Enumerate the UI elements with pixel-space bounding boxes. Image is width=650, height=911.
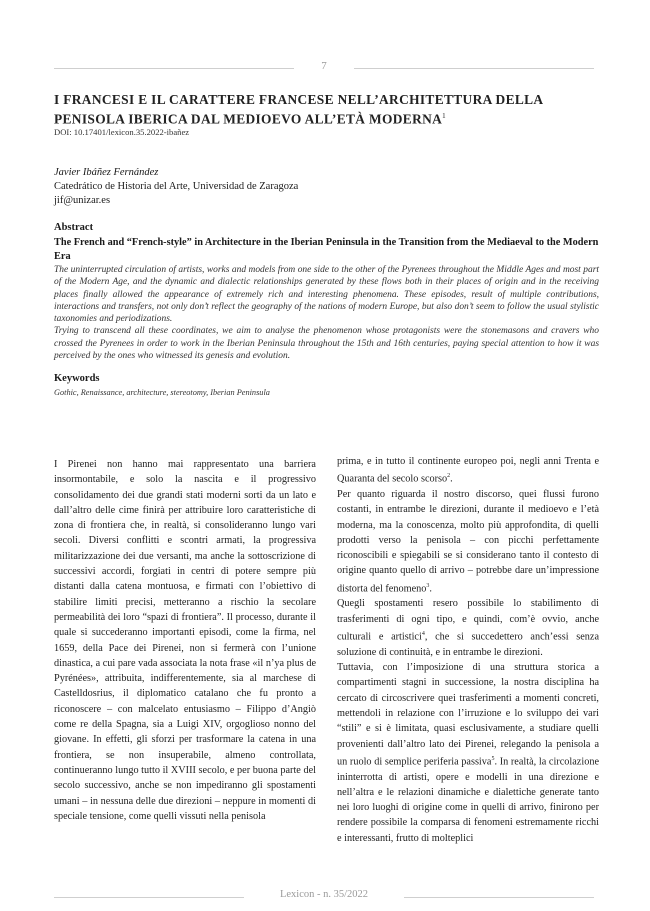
abstract-title: The French and “French-style” in Architecture in the Iberian Peninsula in the Transition from the Mediaeval to the Modern Era xyxy=(54,237,599,262)
header-rule-right xyxy=(354,68,594,69)
paragraph-text: . In realtà, la circolazione ininterrotta di artisti, opere e modelli in una direzione e nell’altra e le relazioni dinamiche e dialettiche generate tanto nei loro luoghi di origine come in quelli di arrivo, finirono per rendere possibile la comparsa di fenomeni estremamente ricchi e interessanti, frutto di molteplici xyxy=(337,756,599,844)
article-title xyxy=(54,91,599,127)
body-paragraph: I Pirenei non hanno mai rappresentato una barriera insormontabile, e solo la nascita e il progressivo consolidamento dei due grandi stati moderni sorti da un lato e dall’altro delle cime finirà per attribuire loro caratteristiche di zona di frontiera che, in realtà, si consolideranno lungo vari secoli. Diversi conflitti e scontri armati, la progressiva militarizzazione dei due versanti, ma anche la sottoscrizione di successivi accordi, forgiati in centri di potere sempre più distanti dalla catena montuosa, e firmati con l’obiettivo di stabilire limiti precisi, metteranno a rischio la secolare permeabilità dei loro “spazi di frontiera”. Il processo, durante il quale si succederanno importanti episodi, come la firma, nel 1659, della Pace dei Pirenei, non si fermerà con l’unione dinastica, a cui pare vada associata la nota frase «il n’ya plus de Pyrénées», attribuita, indifferentemente, sia al marchese di Castelldosrius, il diplomatico catalano che fu pronto a riconoscere – con malcelato entusiasmo – Filippo d’Angiò come re della Spagna, sia a Luigi XIV, orgoglioso nonno del giovane. In effetti, gli sforzi per trasformare la catena in una frontiera, se non insuperabile, almeno controllata, continueranno lungo tutto il XVIII secolo, e per buona parte del secolo successivo, anche se non impediranno gli spostamenti umani – in nessuna delle due direzioni – neppure in momenti di speciale tensione, come quelli vissuti nella penisola xyxy=(54,459,316,822)
doi[interactable]: DOI: 10.17401/lexicon.35.2022-ibañez xyxy=(54,127,190,137)
body-paragraph xyxy=(337,596,599,660)
article-title-text: I FRANCESI E IL CARATTERE FRANCESE NELL’ARCHITETTURA DELLA PENISOLA IBERICA DAL MEDIOEVO ALL’ETÀ MODERNA xyxy=(54,92,543,127)
page-number: 7 xyxy=(321,60,327,72)
paragraph-text: Per quanto riguarda il nostro discorso, quei flussi furono costanti, in entrambe le direzioni, durante il medioevo e l’età moderna, ma la conoscenza, molto più approfondita, di quelli prodotti verso la penisola – con picchi perfettamente riconoscibili e spiegabili se si considerano tanto il contesto di origine quanto quello di arrivo – potrebbe dare un’impressione distorta del fenomeno xyxy=(337,489,599,595)
abstract-body xyxy=(54,264,599,362)
body-paragraph: Per quanto riguarda il nostro discorso, quei flussi furono costanti, in entrambe le direzioni, durante il medioevo e l’età moderna, ma la conoscenza, molto più approfondita, di quelli prodotti verso la penisola – con picchi perfettamente riconoscibili e spiegabili se si considerano tanto il contesto di origine quanto quello di arrivo – potrebbe dare un’impressione distorta del fenomeno$^3$. xyxy=(337,489,599,595)
abstract-heading: Abstract xyxy=(54,222,94,233)
footer-journal-issue: Lexicon - n. 35/2022 xyxy=(279,889,369,900)
keywords-heading: Keywords xyxy=(54,373,100,384)
body-column-right xyxy=(337,454,599,846)
abstract-paragraph-1: The uninterrupted circulation of artists, works and models from one side to the other of the Pyrenees throughout the Middle Ages and most part of the Modern Age, and the dynamic and dialectic relationships generated by these flows both in their places of origin and in the receiving places finally allowed the appearance of extremely rich and interesting phenomena. These episodes, result of multiple contributions, interactions and transfers, not only don’t reflect the geography of the nations of modern Europe, but also don’t seem to follow the usual stylistic taxonomies and periodizations. xyxy=(54,265,599,325)
page-header xyxy=(54,62,594,74)
paragraph-text: , che si succedettero anch’essi senza soluzione di continuità, e in entrambe le direzioni. xyxy=(337,631,599,658)
footnote-mark[interactable]: 2 xyxy=(447,473,451,480)
keywords-list: Gothic, Renaissance, architecture, stereotomy, Iberian Peninsula xyxy=(54,388,270,397)
footnote-mark[interactable]: 4 xyxy=(421,631,425,638)
footer-rule-right xyxy=(404,897,594,898)
abstract-paragraph-2: Trying to transcend all these coordinates, we aim to analyse the phenomenon whose protagonists were the stonemasons and cravers who crossed the Pyrenees in order to work in the Iberian Peninsula throughout the 15th and 16th centuries, paying special attention to how it was perceived by the ones who witnessed its genesis and evolution. xyxy=(54,326,599,362)
author-block xyxy=(54,166,298,208)
page-footer xyxy=(54,891,594,903)
title-footnote-mark[interactable]: 1 xyxy=(442,112,446,120)
author-name: Javier Ibáñez Fernández xyxy=(54,167,159,178)
paragraph-text: Tuttavia, con l’imposizione di una struttura storica a compartimenti stagni in successione, la nostra disciplina ha cercato di circoscrivere quei trasferimenti a momenti concreti, mettendoli in relazione con l’irruzione e lo sviluppo dei vari “stili” e si è limitata, quasi esclusivamente, a studiare quelli provenienti dall’altro lato dei Pirenei, relegando la penisola a un ruolo di semplice periferia passiva xyxy=(337,662,599,768)
author-email[interactable]: jif@unizar.es xyxy=(54,195,111,206)
body-paragraph: prima, e in tutto il continente europeo poi, negli anni Trenta e Quaranta del secolo scorso$^2$. xyxy=(337,456,599,485)
body-paragraph xyxy=(337,660,599,846)
footnote-mark[interactable]: 5 xyxy=(491,755,495,762)
body-column-left xyxy=(54,457,316,824)
author-affiliation: Catedrático de Historia del Arte, Universidad de Zaragoza xyxy=(54,181,299,192)
paragraph-text: Quegli spostamenti resero possibile lo stabilimento di trasferimenti di ogni tipo, e quindi, com’è ovvio, anche culturali e artistici xyxy=(337,598,599,643)
footnote-mark[interactable]: 3 xyxy=(426,582,430,589)
paragraph-text: prima, e in tutto il continente europeo poi, negli anni Trenta e Quaranta del secolo scorso xyxy=(337,456,599,485)
